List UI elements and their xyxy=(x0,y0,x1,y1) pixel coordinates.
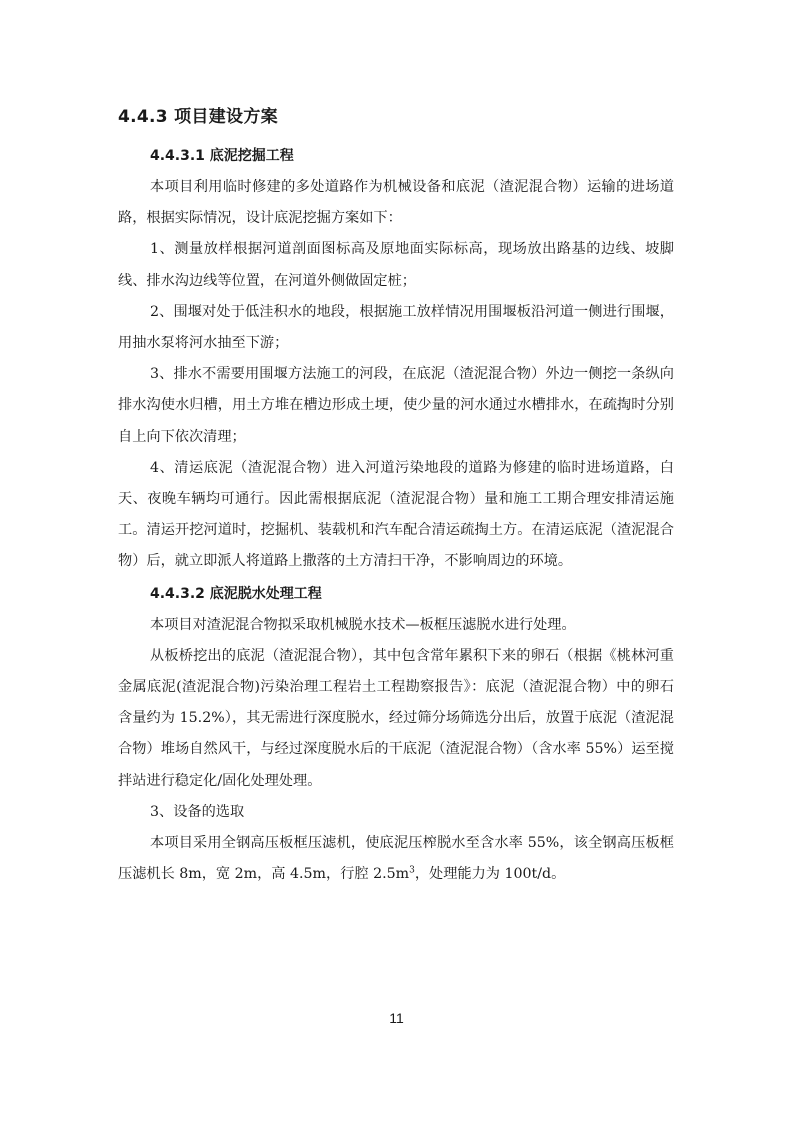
subsection-heading-1: 4.4.3.1 底泥挖掘工程 xyxy=(150,148,294,164)
paragraph: 1、测量放样根据河道剖面图标高及原地面实际标高，现场放出路基的边线、坡脚线、排水沟边线等位置，在河道外侧做固定桩； xyxy=(118,241,674,289)
paragraph: 4、清运底泥（渣泥混合物）进入河道污染地段的道路为修建的临时进场道路，白天、夜晚车辆均可通行。因此需根据底泥（渣泥混合物）量和施工工期合理安排清运施工。清运开挖河道时，挖掘机、装载机和汽车配合清运疏掏土方。在清运底泥（渣泥混合物）后，就立即派人将道路上撒落的土方清扫干净，不影响周边的环境。 xyxy=(118,459,674,570)
paragraph-with-superscript xyxy=(118,828,674,890)
page-number: 11 xyxy=(389,1010,404,1026)
paragraph: 2、围堰对处于低洼积水的地段，根据施工放样情况用围堰板沿河道一侧进行围堰，用抽水泵将河水抽至下游； xyxy=(118,303,674,352)
paragraph-text: 本项目采用全钢高压板框压滤机，使底泥压榨脱水至含水率 55%，该全钢高压板框压滤机长 8m，宽 2m，高 4.5m，行腔 2.5m xyxy=(118,835,674,883)
paragraph: 本项目利用临时修建的多处道路作为机械设备和底泥（渣泥混合物）运输的进场道路，根据实际情况，设计底泥挖掘方案如下： xyxy=(118,179,674,227)
subsection-heading-2: 4.4.3.2 底泥脱水处理工程 xyxy=(150,585,322,602)
paragraph: 从板桥挖出的底泥（渣泥混合物），其中包含常年累积下来的卵石（根据《桃林河重金属底泥(渣泥混合物)污染治理工程岩土工程勘察报告》：底泥（渣泥混合物）中的卵石含量约为 15.2%），其无需进行深度脱水，经过筛分场筛选分出后，放置于底泥（渣泥混合物）堆场自然风干，与经过深度脱水后的干底泥（渣泥混合物）（含水率 55%）运至搅拌站进行稳定化/固化处理处理。 xyxy=(118,647,674,789)
paragraph: 3、设备的选取 xyxy=(150,803,245,820)
paragraph: 3、排水不需要用围堰方法施工的河段，在底泥（渣泥混合物）外边一侧挖一条纵向排水沟使水归槽，用土方堆在槽边形成土埂，使少量的河水通过水槽排水，在疏掏时分别自上向下依次清理； xyxy=(118,366,674,445)
page-content xyxy=(118,104,674,890)
paragraph-text-tail: ，处理能力为 100t/d。 xyxy=(414,866,566,883)
paragraph: 本项目对渣泥混合物拟采取机械脱水技术—板框压滤脱水进行处理。 xyxy=(150,616,576,633)
superscript: 3 xyxy=(409,865,415,876)
section-heading: 4.4.3 项目建设方案 xyxy=(118,107,278,127)
